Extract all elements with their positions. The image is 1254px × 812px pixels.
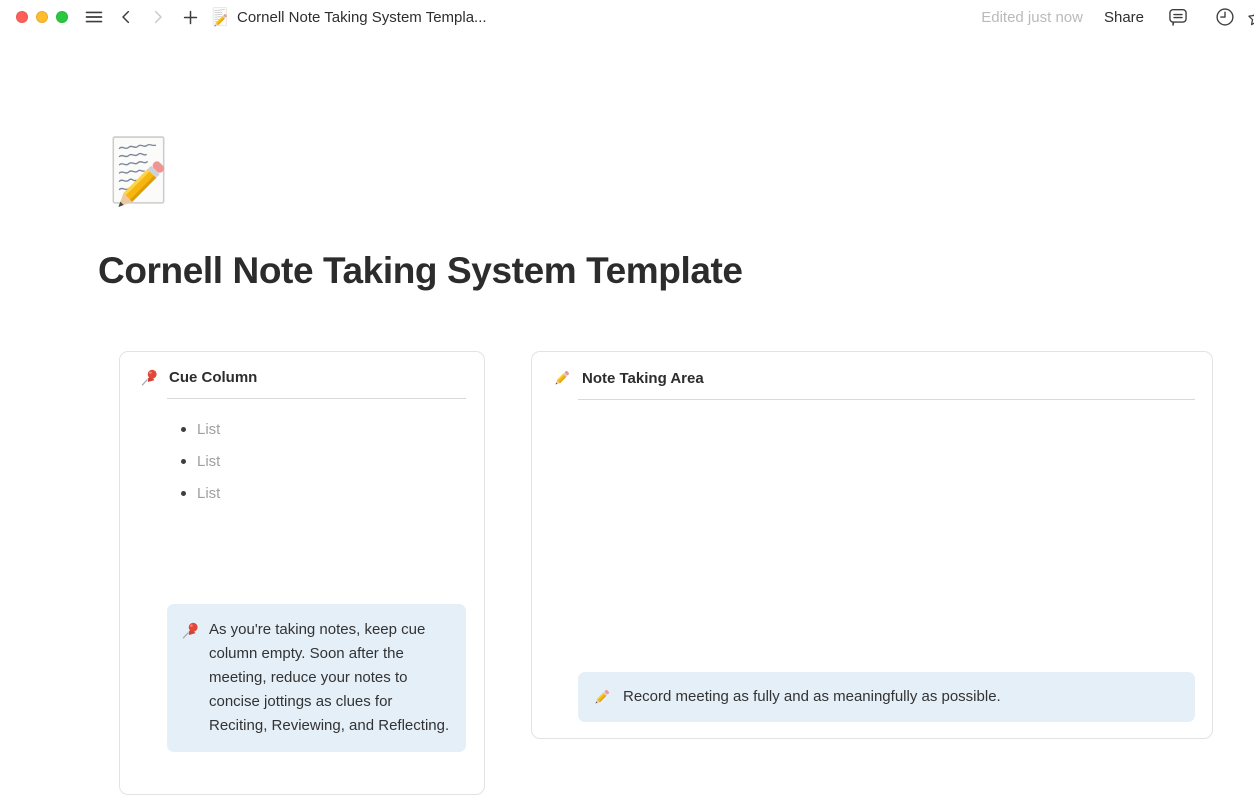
share-button[interactable]: Share — [1103, 8, 1144, 26]
heading-divider — [578, 399, 1195, 400]
two-column-layout — [119, 351, 1254, 795]
list-item-placeholder: List — [197, 484, 221, 502]
list-item[interactable] — [181, 477, 466, 509]
titlebar — [0, 0, 1254, 34]
memo-icon — [105, 135, 173, 209]
clock-icon — [1214, 6, 1236, 28]
bullet-dot — [181, 459, 186, 464]
edited-status: Edited just now — [981, 8, 1083, 26]
page-title[interactable]: Cornell Note Taking System Template — [98, 250, 743, 291]
memo-icon — [211, 7, 229, 27]
cue-callout-text: As you're taking notes, keep cue column empty. Soon after the meeting, reduce your notes to concise jottings as clues for Reciting, Reviewing, and Reflecting. — [209, 621, 450, 734]
hamburger-menu-icon — [84, 7, 104, 27]
comment-bubble-icon — [1167, 6, 1189, 28]
sidebar-menu-button[interactable] — [81, 4, 107, 30]
forward-button[interactable] — [145, 4, 171, 30]
pencil-icon — [592, 687, 612, 707]
minimize-window-button[interactable] — [36, 11, 48, 23]
bullet-dot — [181, 427, 186, 432]
window-title: Cornell Note Taking System Templa... — [237, 8, 487, 26]
note-callout[interactable] — [578, 672, 1195, 722]
history-button[interactable] — [1212, 4, 1238, 30]
note-callout-text: Record meeting as fully and as meaningfully as possible. — [623, 688, 1001, 705]
cue-bullet-list — [181, 413, 466, 509]
document-body — [0, 135, 1254, 795]
list-item-placeholder: List — [197, 452, 221, 470]
page-emoji-icon[interactable] — [105, 135, 173, 209]
pushpin-icon — [181, 621, 200, 640]
note-taking-area-card — [531, 351, 1213, 739]
list-item-placeholder: List — [197, 420, 221, 438]
list-item[interactable] — [181, 445, 466, 477]
bullet-dot — [181, 491, 186, 496]
cue-callout[interactable] — [167, 604, 466, 752]
document-tab[interactable] — [211, 7, 487, 27]
close-window-button[interactable] — [16, 11, 28, 23]
new-document-button[interactable] — [177, 4, 203, 30]
star-icon — [1246, 8, 1254, 28]
comments-button[interactable] — [1165, 4, 1191, 30]
back-button[interactable] — [113, 4, 139, 30]
pencil-icon — [552, 368, 572, 388]
cue-column-card — [119, 351, 485, 795]
chevron-right-icon — [150, 9, 166, 25]
heading-divider — [167, 398, 466, 399]
list-item[interactable] — [181, 413, 466, 445]
pushpin-icon — [140, 368, 159, 387]
favorite-button[interactable] — [1246, 8, 1254, 28]
window-controls — [16, 11, 68, 23]
zoom-window-button[interactable] — [56, 11, 68, 23]
chevron-left-icon — [118, 9, 134, 25]
plus-icon — [181, 8, 200, 27]
cue-column-heading[interactable]: Cue Column — [169, 369, 258, 386]
note-area-heading[interactable]: Note Taking Area — [582, 369, 704, 387]
